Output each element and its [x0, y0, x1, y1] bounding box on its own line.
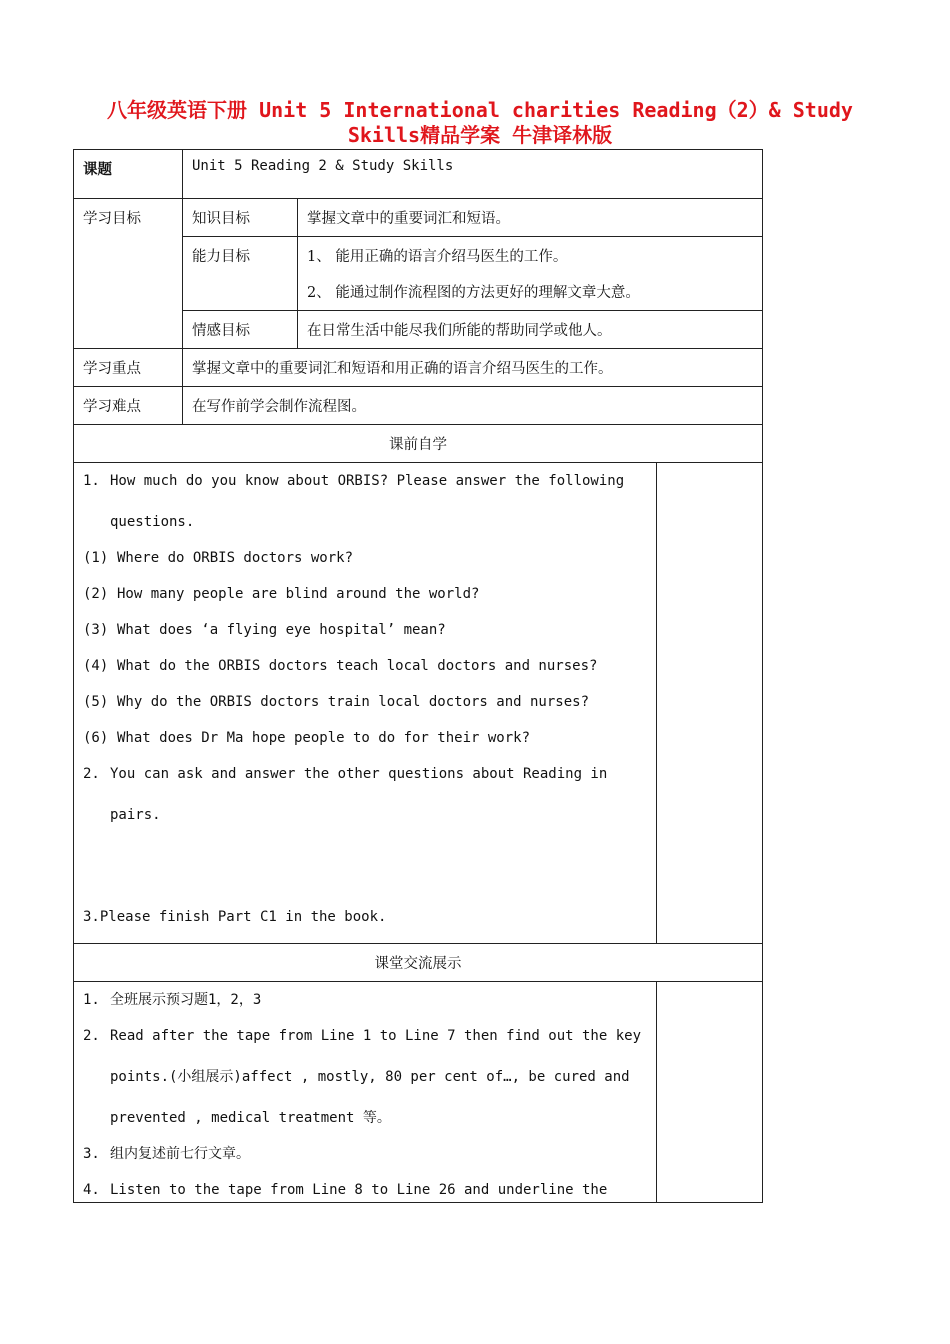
- class-item-2-cont-2: prevented , medical treatment 等。: [110, 1110, 391, 1126]
- preview-sub-question-4: (4) What do the ORBIS doctors teach local doctors and nurses?: [83, 658, 598, 674]
- knowledge-row: [74, 199, 763, 237]
- topic-value: Unit 5 Reading 2 & Study Skills: [183, 150, 763, 199]
- preview-question-2: 2. You can ask and answer the other questions about Reading in: [83, 766, 608, 782]
- preview-question-2-cont: pairs.: [110, 807, 161, 823]
- ability-label: 能力目标: [183, 237, 298, 311]
- preview-question-1-cont: questions.: [110, 514, 195, 530]
- document-title: [60, 98, 900, 148]
- key-points-label: 学习重点: [74, 349, 183, 387]
- goals-label: 学习目标: [74, 199, 183, 349]
- class-item-2: 2. Read after the tape from Line 1 to Line 7 then find out the key: [83, 1028, 642, 1044]
- preview-heading-row: [74, 425, 763, 463]
- preview-sub-question-3: (3) What does ‘a flying eye hospital’ mean?: [83, 622, 446, 638]
- knowledge-label: 知识目标: [183, 199, 298, 237]
- class-content-row: [74, 982, 763, 1203]
- topic-row: [74, 150, 763, 199]
- preview-notes-column: [657, 463, 763, 944]
- class-item-2-cont-1: points.(小组展示)affect , mostly, 80 per cent of…, be cured and: [110, 1069, 630, 1085]
- key-points-row: [74, 349, 763, 387]
- preview-content-row: [74, 463, 763, 944]
- preview-content: [74, 463, 657, 944]
- preview-sub-question-1: (1) Where do ORBIS doctors work?: [83, 550, 354, 566]
- class-item-4: 4. Listen to the tape from Line 8 to Line 26 and underline the: [83, 1182, 608, 1198]
- preview-question-3: 3.Please finish Part C1 in the book.: [83, 909, 387, 925]
- emotion-value: 在日常生活中能尽我们所能的帮助同学或他人。: [298, 311, 763, 349]
- preview-sub-question-5: (5) Why do the ORBIS doctors train local doctors and nurses?: [83, 694, 590, 710]
- class-content: [74, 982, 657, 1203]
- preview-sub-question-2: (2) How many people are blind around the world?: [83, 586, 480, 602]
- class-item-3: 3. 组内复述前七行文章。: [83, 1146, 250, 1162]
- class-notes-column: [657, 982, 763, 1203]
- title-line-2: Skills精品学案 牛津译林版: [347, 123, 613, 147]
- ability-item-2: 2、 能通过制作流程图的方法更好的理解文章大意。: [307, 285, 640, 301]
- preview-heading: 课前自学: [74, 425, 763, 463]
- emotion-label: 情感目标: [183, 311, 298, 349]
- lesson-plan-table: [73, 149, 763, 1203]
- ability-item-1: 1、 能用正确的语言介绍马医生的工作。: [307, 249, 568, 265]
- key-points-value: 掌握文章中的重要词汇和短语和用正确的语言介绍马医生的工作。: [183, 349, 763, 387]
- class-item-1: 1. 全班展示预习题1，2，3: [83, 992, 262, 1008]
- difficulty-value: 在写作前学会制作流程图。: [183, 387, 763, 425]
- preview-question-1: 1. How much do you know about ORBIS? Please answer the following: [83, 473, 625, 489]
- ability-value: [298, 237, 763, 311]
- topic-label: 课题: [74, 150, 183, 199]
- title-line-1: 八年级英语下册 Unit 5 International charities Reading（2）& Study: [107, 98, 853, 122]
- difficulty-label: 学习难点: [74, 387, 183, 425]
- difficulty-row: [74, 387, 763, 425]
- preview-sub-question-6: (6) What does Dr Ma hope people to do for their work?: [83, 730, 531, 746]
- class-heading: 课堂交流展示: [74, 944, 763, 982]
- knowledge-value: 掌握文章中的重要词汇和短语。: [298, 199, 763, 237]
- class-heading-row: [74, 944, 763, 982]
